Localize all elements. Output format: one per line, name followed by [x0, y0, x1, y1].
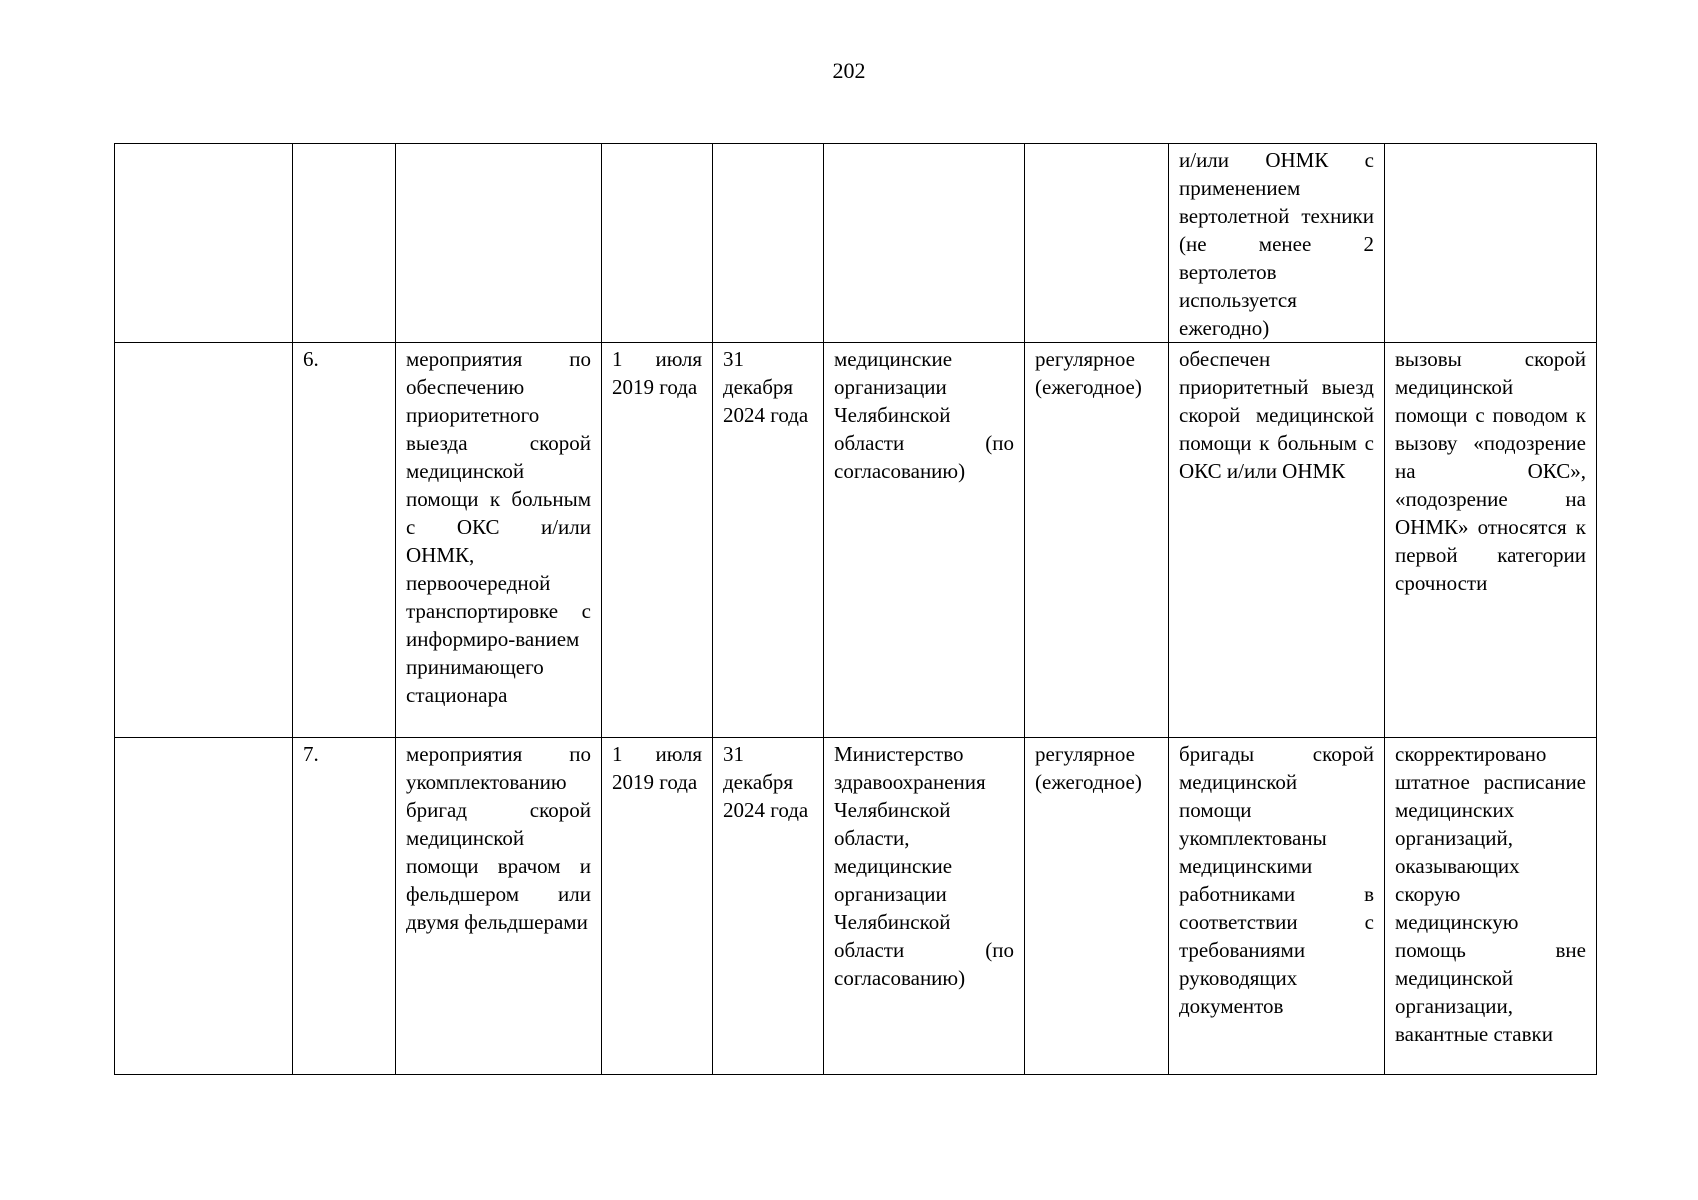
- cell-type: [1025, 144, 1169, 343]
- page-number: 202: [832, 58, 866, 83]
- cell-type: регулярное (ежегодное): [1025, 343, 1169, 738]
- cell-result: бригады скорой медицинской помощи укомплектованы медицинскими работниками в соответствии с требованиями руководящих документов: [1169, 738, 1385, 1075]
- table-row: [115, 144, 1597, 343]
- activities-table: [114, 143, 1597, 1075]
- cell-result: обеспечен приоритетный выезд скорой медицинской помощи к больным с ОКС и/или ОНМК: [1169, 343, 1385, 738]
- cell-indicator: вызовы скорой медицинской помощи с поводом к вызову «подозрение на ОКС», «подозрение на ОНМК» относятся к первой категории срочности: [1385, 343, 1597, 738]
- cell-end-date: 31 декабря 2024 года: [713, 343, 824, 738]
- cell-event: мероприятия по укомплектованию бригад скорой медицинской помощи врачом и фельдшером или двумя фельдшерами: [396, 738, 602, 1075]
- cell-start-date: 1 июля 2019 года: [602, 343, 713, 738]
- cell-event: [396, 144, 602, 343]
- table-row: [115, 343, 1597, 738]
- cell-number: [293, 144, 396, 343]
- cell-number: 7.: [293, 738, 396, 1075]
- cell-number: 6.: [293, 343, 396, 738]
- cell-event: мероприятия по обеспечению приоритетного выезда скорой медицинской помощи к больным с ОКС и/или ОНМК, первоочередной транспортировке с информиро-ванием принимающего стационара: [396, 343, 602, 738]
- cell-responsible: Министерство здравоохранения Челябинской области, медицинские организации Челябинской области (по согласованию): [824, 738, 1025, 1075]
- cell-result: и/или ОНМК с применением вертолетной техники (не менее 2 вертолетов используется ежегодно): [1169, 144, 1385, 343]
- cell-indicator: скорректировано штатное расписание медицинских организаций, оказывающих скорую медицинскую помощь вне медицинской организации, вакантные ставки: [1385, 738, 1597, 1075]
- cell-col1: [115, 343, 293, 738]
- cell-start-date: [602, 144, 713, 343]
- cell-indicator: [1385, 144, 1597, 343]
- table-row: [115, 738, 1597, 1075]
- cell-type: регулярное (ежегодное): [1025, 738, 1169, 1075]
- cell-responsible: [824, 144, 1025, 343]
- cell-start-date: 1 июля 2019 года: [602, 738, 713, 1075]
- cell-col1: [115, 738, 293, 1075]
- cell-responsible: медицинские организации Челябинской области (по согласованию): [824, 343, 1025, 738]
- cell-end-date: [713, 144, 824, 343]
- cell-col1: [115, 144, 293, 343]
- cell-end-date: 31 декабря 2024 года: [713, 738, 824, 1075]
